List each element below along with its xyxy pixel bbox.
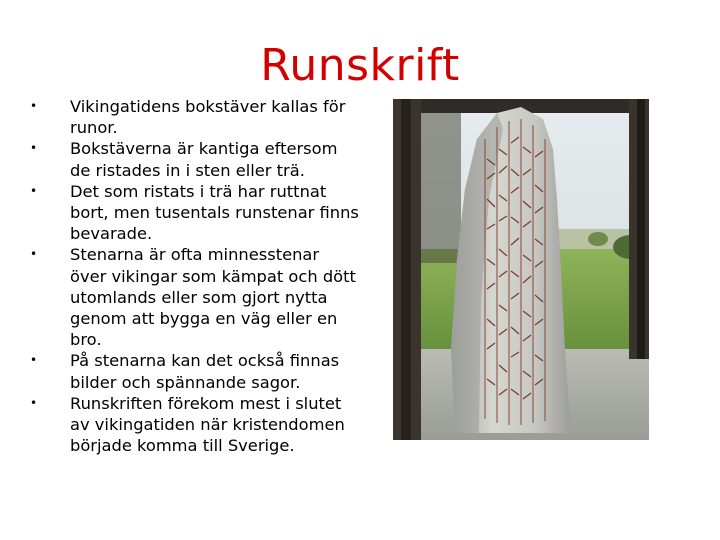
bullet-dot-icon: • (30, 99, 38, 113)
bullet-list (30, 96, 360, 456)
bullet-item (30, 350, 360, 392)
bullet-item (30, 393, 360, 457)
bullet-item (30, 181, 360, 245)
slide-title: Runskrift (260, 40, 460, 91)
runestone-illustration (393, 99, 649, 440)
bullet-text: Bokstäverna är kantiga eftersom de ristades in i sten eller trä. (70, 139, 338, 180)
runestone-photo (393, 99, 649, 440)
bullet-item (30, 138, 360, 180)
bullet-dot-icon: • (30, 353, 38, 368)
bullet-dot-icon: • (30, 395, 38, 410)
bullet-dot-icon: • (30, 141, 38, 156)
bullet-item (30, 96, 360, 138)
bullet-text: Stenarna är ofta minnesstenar över vikingar som kämpat och dött utomlands eller som gjort nytta genom att bygga en väg eller en bro. (70, 245, 356, 350)
bullet-dot-icon: • (30, 183, 38, 198)
bullet-text: Vikingatidens bokstäver kallas för runor. (70, 97, 346, 138)
bullet-text: På stenarna kan det också finnas bilder och spännande sagor. (70, 351, 340, 392)
bullet-text: Runskriften förekom mest i slutet av vikingatiden när kristendomen började komma till Sverige. (70, 393, 345, 456)
bullet-dot-icon: • (30, 247, 38, 262)
bullet-text: Det som ristats i trä har ruttnat bort, men tusentals runstenar finns bevarade. (70, 181, 359, 244)
bullet-item (30, 244, 360, 350)
